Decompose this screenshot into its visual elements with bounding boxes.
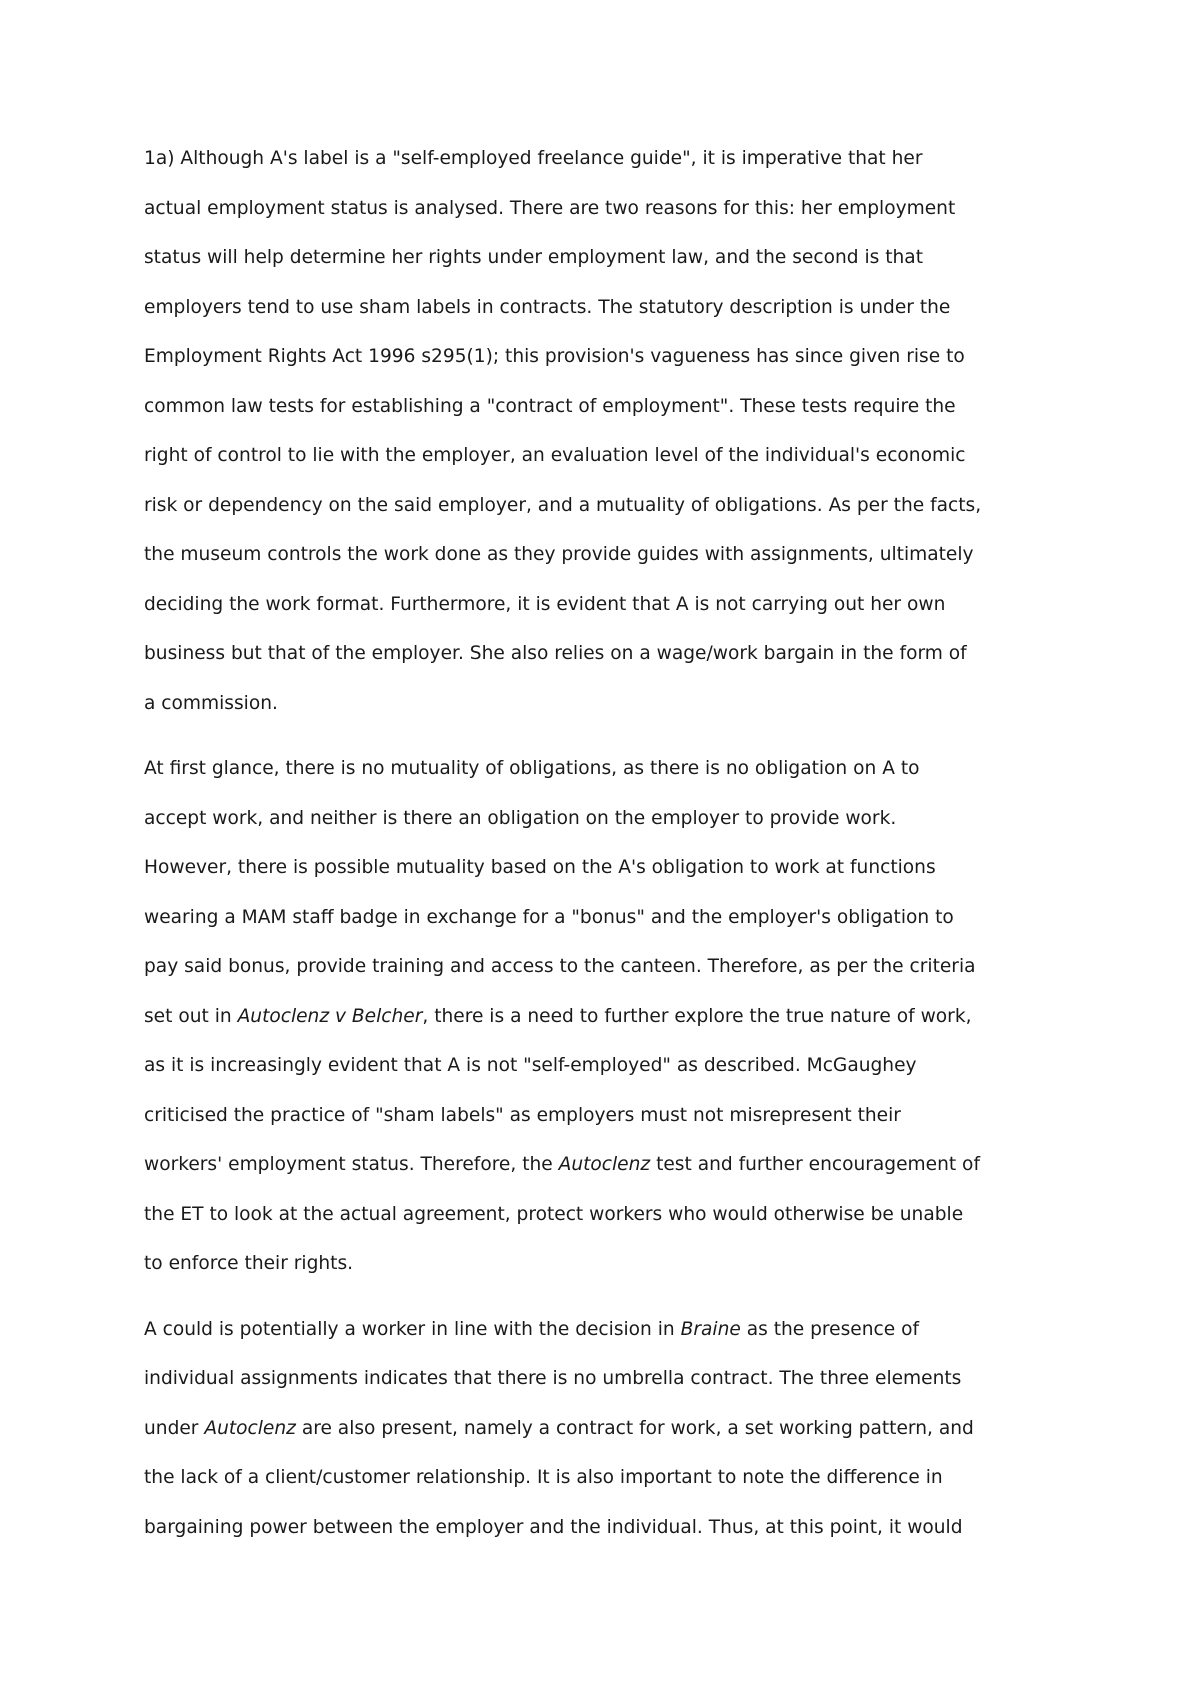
case-citation: Braine: [680, 1318, 741, 1340]
text-line: as it is increasingly evident that A is not "self-employed" as described. McGaughey: [144, 1055, 917, 1076]
text-line: deciding the work format. Furthermore, it is evident that A is not carrying out her own: [144, 593, 946, 615]
text-line: bargaining power between the employer and the individual. Thus, at this point, it would: [144, 1516, 963, 1538]
text-line: common law tests for establishing a "contract of employment". These tests require the: [144, 395, 956, 417]
text-line: workers' employment status. Therefore, the Autoclenz test and further encouragement of: [144, 1154, 980, 1175]
text-line: a commission.: [144, 692, 278, 714]
text-line: employers tend to use sham labels in contracts. The statutory description is under the: [144, 296, 951, 318]
paragraph-2: [144, 744, 1084, 1289]
paragraph-1: [144, 134, 1084, 728]
text-line: Employment Rights Act 1996 s295(1); this provision's vagueness has since given rise to: [144, 346, 965, 367]
text-line: individual assignments indicates that there is no umbrella contract. The three elements: [144, 1368, 962, 1389]
text-line: the lack of a client/customer relationship. It is also important to note the difference in: [144, 1467, 943, 1488]
case-citation: Autoclenz v Belcher: [237, 1005, 423, 1027]
text-line: to enforce their rights.: [144, 1253, 354, 1274]
text-line: accept work, and neither is there an obligation on the employer to provide work.: [144, 807, 897, 829]
text-line: However, there is possible mutuality based on the A's obligation to work at functions: [144, 857, 936, 878]
text-line: A could is potentially a worker in line with the decision in Braine as the presence of: [144, 1318, 920, 1340]
text-line: status will help determine her rights under employment law, and the second is that: [144, 247, 923, 268]
text-line: 1a) Although A's label is a "self-employed freelance guide", it is imperative that her: [144, 148, 923, 169]
text-line: business but that of the employer. She also relies on a wage/work bargain in the form of: [144, 643, 967, 664]
text-line: right of control to lie with the employer, an evaluation level of the individual's economic: [144, 445, 966, 466]
text-line: risk or dependency on the said employer, and a mutuality of obligations. As per the facts,: [144, 494, 982, 516]
text-line: At first glance, there is no mutuality of obligations, as there is no obligation on A to: [144, 758, 920, 779]
text-line: pay said bonus, provide training and access to the canteen. Therefore, as per the criteria: [144, 956, 976, 977]
text-line: under Autoclenz are also present, namely a contract for work, a set working pattern, and: [144, 1417, 974, 1439]
paragraph-3: [144, 1305, 1084, 1553]
text-line: set out in Autoclenz v Belcher, there is a need to further explore the true nature of work,: [144, 1005, 972, 1027]
text-line: the museum controls the work done as they provide guides with assignments, ultimately: [144, 544, 974, 565]
case-citation: Autoclenz: [558, 1154, 651, 1175]
case-citation: Autoclenz: [204, 1417, 296, 1439]
text-line: the ET to look at the actual agreement, protect workers who would otherwise be unable: [144, 1203, 964, 1225]
document-body: [144, 134, 1084, 1552]
text-line: wearing a MAM staff badge in exchange for a "bonus" and the employer's obligation to: [144, 906, 954, 928]
text-line: actual employment status is analysed. There are two reasons for this: her employment: [144, 197, 956, 219]
text-line: criticised the practice of "sham labels" as employers must not misrepresent their: [144, 1104, 901, 1126]
